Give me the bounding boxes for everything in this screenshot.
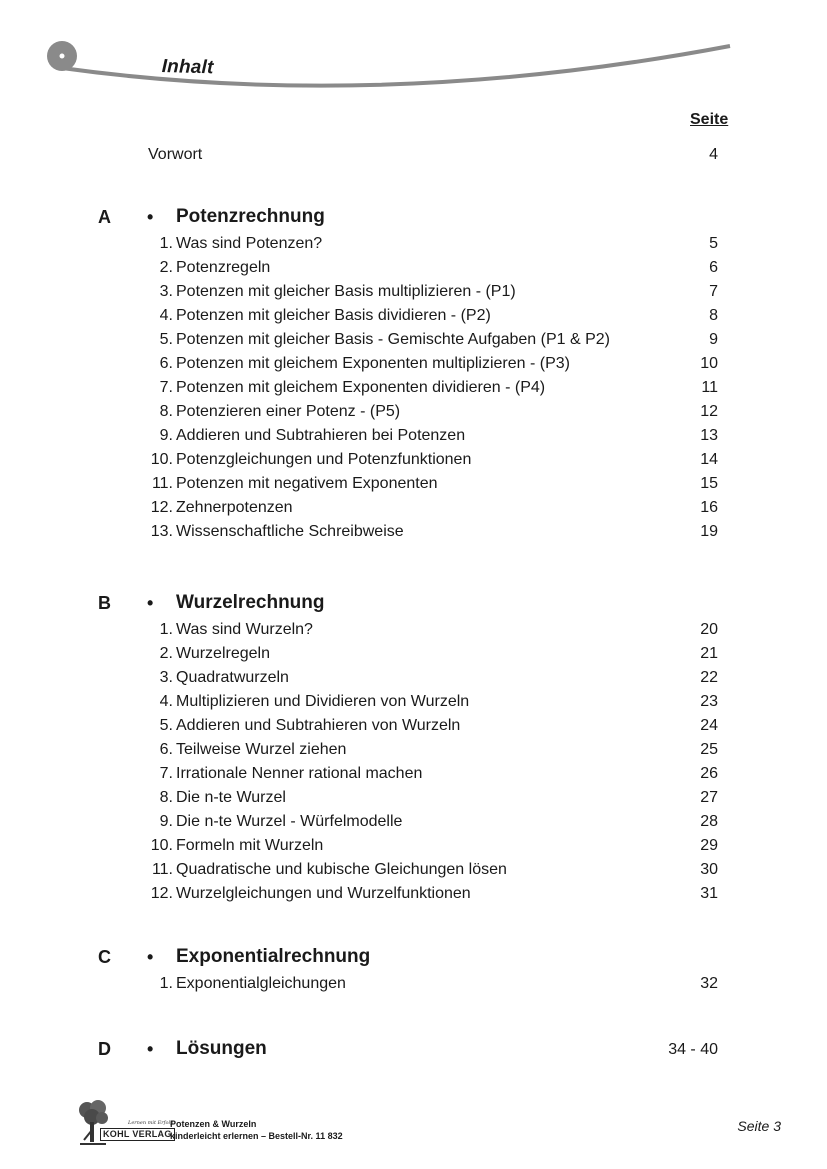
toc-entry-label: Die n-te Wurzel (176, 789, 286, 806)
toc-entry-number: 9. (159, 427, 173, 444)
toc-entry-number: 10. (150, 837, 173, 854)
toc-entry-label: Exponentialgleichungen (176, 975, 346, 992)
toc-page-vorwort: 4 (709, 146, 718, 163)
toc-entry-label: Wurzelgleichungen und Wurzelfunktionen (176, 885, 471, 902)
footer-book-subtitle: kinderleicht erlernen – Bestell-Nr. 11 832 (170, 1131, 343, 1141)
toc-entry-label: Addieren und Subtrahieren von Wurzeln (176, 717, 461, 734)
toc-entry-number: 4. (159, 693, 173, 710)
toc-entry-page: 19 (700, 523, 718, 540)
toc-entry-number: 4. (159, 307, 173, 324)
toc-entry-number: 5. (159, 331, 173, 348)
toc-entry-label: Potenzen mit gleichem Exponenten dividieren - (P4) (176, 379, 546, 396)
toc-entry-page: 30 (700, 861, 718, 878)
toc-entry-label: Teilweise Wurzel ziehen (176, 741, 347, 758)
toc-entry-label: Potenzgleichungen und Potenzfunktionen (176, 451, 472, 468)
section-letter: D (98, 1039, 111, 1059)
toc-entry-vorwort[interactable]: Vorwort (148, 146, 203, 163)
section-letter: C (98, 947, 111, 967)
toc-entry-number: 11. (151, 861, 173, 878)
toc-entry-page: 11 (701, 379, 718, 396)
toc-entry-page: 20 (700, 621, 718, 638)
header-decoration (0, 0, 827, 100)
toc-entry-number: 12. (150, 885, 173, 902)
footer-page-number: Seite 3 (737, 1118, 781, 1134)
section-letter: B (98, 593, 111, 613)
toc-entry-page: 23 (700, 693, 718, 710)
toc-entry-page: 24 (700, 717, 718, 734)
toc-entry-number: 10. (150, 451, 173, 468)
toc-entry-page: 15 (700, 475, 718, 492)
toc-entry-number: 2. (159, 645, 173, 662)
section-pages: 34 - 40 (668, 1041, 718, 1058)
toc-entry-page: 7 (709, 283, 718, 300)
toc-entry-number: 8. (159, 403, 173, 420)
toc-entry-number: 7. (159, 765, 173, 782)
footer-book-title: Potenzen & Wurzeln (170, 1119, 257, 1129)
section-letter: A (98, 207, 111, 227)
toc-entry-label: Was sind Wurzeln? (176, 621, 313, 638)
toc-entry-number: 1. (159, 235, 173, 252)
page-title: Inhalt (161, 56, 214, 79)
toc-entry-label: Zehnerpotenzen (176, 499, 293, 516)
toc-entry-page: 28 (700, 813, 718, 830)
toc-entry-page: 5 (709, 235, 718, 252)
toc-entry-label: Die n-te Wurzel - Würfelmodelle (176, 813, 403, 830)
section-bullet: • (147, 947, 154, 967)
toc-entry-page: 21 (700, 645, 718, 662)
toc-entry-label: Wurzelregeln (176, 645, 270, 662)
toc-entry-number: 12. (150, 499, 173, 516)
toc-entry-label: Wissenschaftliche Schreibweise (176, 523, 404, 540)
toc-entry-number: 11. (151, 475, 173, 492)
logo-tagline: Lernen mit Erfolg (128, 1120, 174, 1126)
toc-entry-page: 12 (700, 403, 718, 420)
section-title[interactable]: Exponentialrechnung (176, 946, 371, 967)
section-bullet: • (147, 593, 154, 613)
page-column-header: Seite (690, 111, 729, 128)
toc-entry-label: Potenzen mit gleicher Basis - Gemischte Aufgaben (P1 & P2) (176, 331, 610, 348)
toc-entry-label: Quadratwurzeln (176, 669, 289, 686)
toc-entry-page: 31 (700, 885, 718, 902)
toc-entry-number: 3. (159, 283, 173, 300)
toc-entry-page: 6 (709, 259, 718, 276)
toc-entry-page: 29 (700, 837, 718, 854)
toc-entry-number: 1. (159, 975, 173, 992)
toc-entry-label: Potenzen mit gleicher Basis dividieren - (P2) (176, 307, 491, 324)
toc-entry-label: Irrationale Nenner rational machen (176, 765, 423, 782)
toc-entry-number: 2. (159, 259, 173, 276)
toc-entry-page: 25 (700, 741, 718, 758)
toc-entry-number: 6. (159, 741, 173, 758)
toc-entry-label: Potenzen mit negativem Exponenten (176, 475, 438, 492)
section-title[interactable]: Potenzrechnung (176, 206, 325, 227)
toc-entry-number: 7. (159, 379, 173, 396)
toc-entry-number: 8. (159, 789, 173, 806)
toc-entry-page: 32 (700, 975, 718, 992)
section-bullet: • (147, 1039, 154, 1059)
toc-entry-page: 9 (709, 331, 718, 348)
toc-entry-page: 26 (700, 765, 718, 782)
toc-entry-label: Quadratische und kubische Gleichungen lösen (176, 861, 507, 878)
toc-entry-label: Addieren und Subtrahieren bei Potenzen (176, 427, 466, 444)
toc-entry-label: Potenzen mit gleichem Exponenten multiplizieren - (P3) (176, 355, 570, 372)
toc-entry-number: 3. (159, 669, 173, 686)
toc-entry-number: 9. (159, 813, 173, 830)
publisher-logo: KOHL VERLAG (100, 1128, 175, 1141)
toc-entry-number: 1. (159, 621, 173, 638)
header-circle-dot (60, 54, 65, 59)
section-bullet: • (147, 207, 154, 227)
toc-entry-page: 22 (700, 669, 718, 686)
toc-entry-label: Potenzen mit gleicher Basis multiplizieren - (P1) (176, 283, 516, 300)
toc-entry-page: 16 (700, 499, 718, 516)
toc-entry-label: Was sind Potenzen? (176, 235, 323, 252)
toc-entry-page: 13 (700, 427, 718, 444)
section-title[interactable]: Wurzelrechnung (176, 592, 325, 613)
toc-entry-label: Potenzregeln (176, 259, 271, 276)
toc-entry-page: 27 (700, 789, 718, 806)
toc-entry-label: Multiplizieren und Dividieren von Wurzeln (176, 693, 470, 710)
section-title[interactable]: Lösungen (176, 1038, 267, 1059)
toc-entry-number: 5. (159, 717, 173, 734)
toc-entry-label: Formeln mit Wurzeln (176, 837, 324, 854)
toc-entry-number: 13. (150, 523, 173, 540)
toc-entry-page: 14 (700, 451, 718, 468)
toc-entry-number: 6. (159, 355, 173, 372)
toc-entry-page: 8 (709, 307, 718, 324)
toc-entry-page: 10 (700, 355, 718, 372)
toc-entry-label: Potenzieren einer Potenz - (P5) (176, 403, 401, 420)
